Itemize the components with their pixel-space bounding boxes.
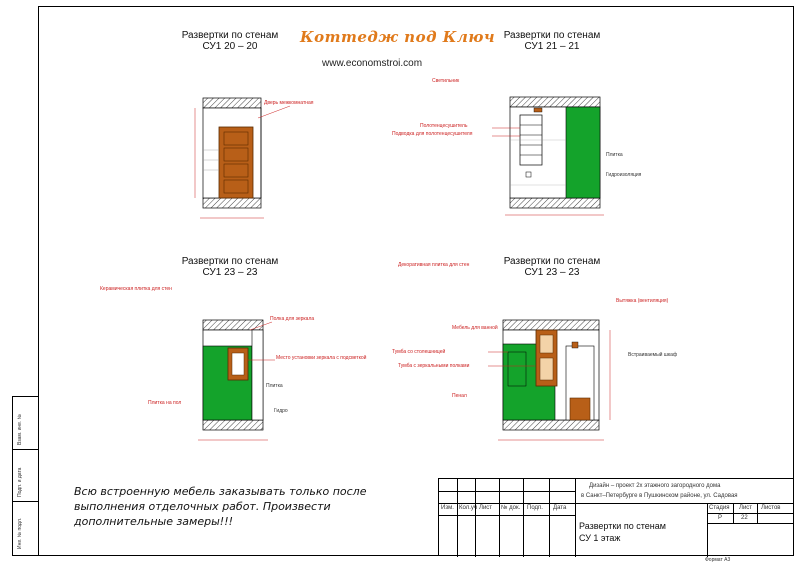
tb-sheet-header: Лист: [739, 505, 753, 511]
view-2-elevation: [492, 97, 604, 215]
v2-annotation-2: Подводка для полотенцесушителя: [392, 131, 473, 137]
tb-col-doc: № док.: [501, 505, 521, 511]
site-url[interactable]: www.economstroi.com: [322, 58, 423, 69]
v4-floor-slab: [503, 420, 599, 430]
v4-annotation-4: Пенал: [452, 393, 467, 399]
v3-annotation-1: Полка для зеркала: [270, 316, 315, 322]
v1-ceiling-slab: [203, 98, 261, 108]
v2-annotation-right-2: Гидроизоляция: [606, 172, 642, 178]
v2-green-tile: [566, 107, 600, 198]
tb-stage: Р: [718, 515, 723, 521]
view-2-code: СУ1 21 – 21: [524, 41, 580, 52]
v4-annotation-3: Тумба с зеркальными полками: [398, 363, 470, 369]
side-label-3: Инв. № подл.: [17, 517, 23, 549]
tb-col-list: Лист: [479, 505, 493, 511]
tb-col-kol: Кол.уч: [459, 505, 477, 511]
tb-col-date: Дата: [553, 505, 567, 511]
tb-sheet-number: 22: [741, 515, 748, 521]
view-1-title: Развертки по стенам: [181, 30, 279, 41]
v3-annotation-right-1: Плитка: [266, 383, 283, 389]
v4-annotation-2: Тумба со столешницей: [392, 349, 446, 355]
view-4-elevation: [488, 320, 610, 440]
tb-project: Дизайн – проект 2х этажного загородного дома: [589, 483, 721, 489]
side-label-2: Подп. и дата: [17, 467, 23, 497]
v3-floor-slab: [203, 420, 263, 430]
brand-logo-text: Коттедж под Ключ: [300, 28, 496, 46]
view-1-code: СУ1 20 – 20: [202, 41, 258, 52]
tb-stage-header: Стадия: [709, 505, 730, 511]
v4-ceiling-slab: [503, 320, 599, 330]
tb-address: в Санкт–Петербурге в Пушкинском районе, ул. Садовая: [581, 493, 738, 499]
v3-annotation-left: Плитка на пол: [148, 400, 182, 406]
view-2-title: Развертки по стенам: [503, 30, 601, 41]
v2-ceiling-slab: [510, 97, 600, 107]
v4-annotation-top: Декоративная плитка для стен: [398, 262, 470, 268]
v2-annotation-right-1: Плитка: [606, 152, 623, 158]
v3-mirror: [232, 353, 244, 375]
v2-annotation-1: Полотенцесушитель: [420, 123, 468, 129]
v4-annotation-right-1: Встраиваемый шкаф: [628, 352, 678, 358]
tb-sheet-title-2: СУ 1 этаж: [579, 533, 621, 543]
view-4-title: Развертки по стенам: [503, 256, 601, 267]
view-3-title: Развертки по стенам: [181, 256, 279, 267]
v4-annotation-1: Мебель для ванной: [452, 325, 498, 331]
installation-note: Всю встроенную мебель заказывать только после выполнения отделочных работ. Произвести дополнительные замеры!!!: [74, 485, 367, 528]
paper-format: Формат А3: [705, 557, 731, 563]
v3-annotation-right-2: Гидро: [274, 408, 288, 414]
title-block: [438, 478, 794, 556]
view-1-elevation: [195, 98, 290, 218]
v4-annotation-right-2: Вытяжка (вентиляция): [616, 298, 669, 304]
tb-col-sign: Подп.: [527, 505, 543, 511]
tb-col-izm: Изм.: [441, 505, 454, 511]
view-3-elevation: [198, 320, 275, 440]
v2-floor-slab: [510, 198, 600, 208]
v3-annotation-2: Место установки зеркала с подсветкой: [276, 355, 367, 361]
tb-sheet-title-1: Развертки по стенам: [579, 521, 666, 531]
side-label-1: Взам. инв. №: [17, 414, 23, 445]
tb-sheets-header: Листов: [761, 505, 781, 511]
v2-annotation-top: Светильник: [432, 78, 460, 84]
v1-floor-slab: [203, 198, 261, 208]
v3-annotation-top: Керамическая плитка для стен: [100, 286, 172, 292]
view-3-code: СУ1 23 – 23: [202, 267, 258, 278]
v1-annotation-door: Дверь межкомнатная: [264, 100, 314, 106]
view-4-code: СУ1 23 – 23: [524, 267, 580, 278]
